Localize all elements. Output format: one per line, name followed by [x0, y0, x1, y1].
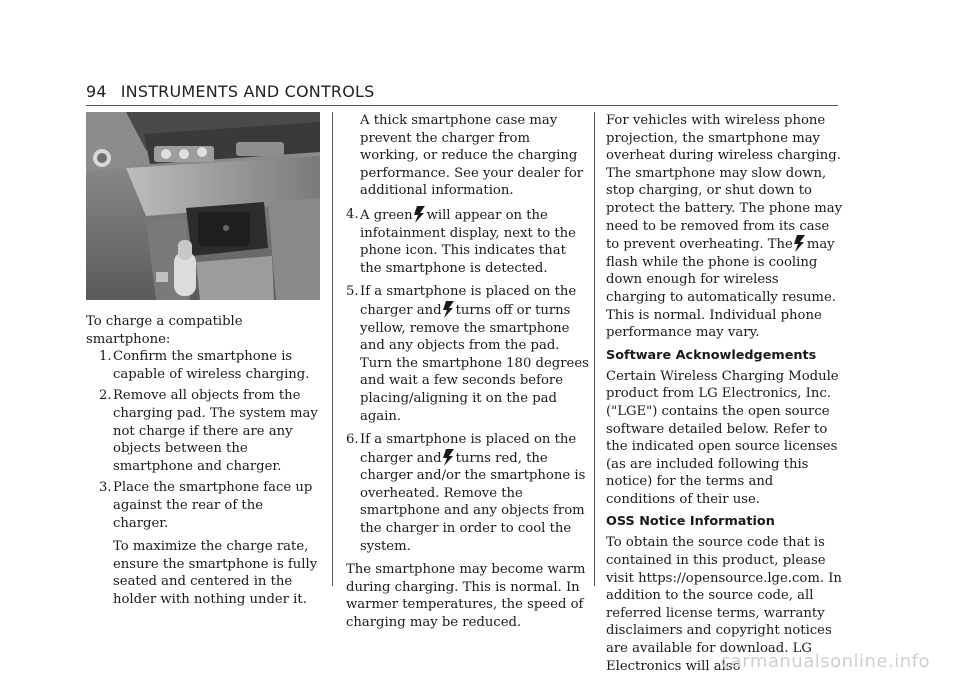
step-text: Confirm the smartphone is capable of wireless charging.	[113, 349, 310, 382]
step-text-pre: If a smartphone is placed on the charger and	[360, 284, 577, 318]
page-number: 94	[86, 82, 107, 101]
step-text-pre: If a smartphone is placed on the charger and	[360, 432, 577, 466]
watermark: carmanualsonline.info	[720, 651, 930, 672]
overheat-text-post: may flash while the phone is cooling down enough for wireless charging to automatically resume. This is normal. Individual phone performance may vary.	[606, 237, 836, 341]
list-item	[346, 206, 590, 277]
header-rule	[86, 105, 838, 106]
section-heading: Software Acknowledgements	[606, 347, 817, 363]
section-heading: OSS Notice Information	[606, 514, 775, 530]
step-text-post: turns red, the charger and/or the smartphone is overheated. Remove the smartphone and any objects from the charger in order to cool the system.	[360, 450, 586, 554]
console-charging-pad-photo	[86, 112, 320, 300]
column-2	[346, 112, 590, 632]
lightning-bolt-icon	[794, 235, 806, 252]
step-number: 4.	[346, 206, 359, 222]
steps-list-2	[346, 206, 590, 555]
step-text-pre: A green	[360, 207, 413, 223]
column-1	[86, 313, 322, 609]
step-number: 1.	[99, 349, 112, 365]
oss-paragraph: To obtain the source code that is contained in this product, please visit https://opensource.lge.com. In addition to the source code, all referred license terms, warranty disclaimers and copyright notices are available for download. LG Electronics will also	[606, 535, 842, 674]
step-number: 6.	[346, 432, 359, 448]
column-divider-2	[594, 112, 595, 586]
overheat-text-pre: For vehicles with wireless phone projection, the smartphone may overheat during wireless charging. The smartphone may slow down, stop charging, or shut down to protect the battery. The phone may need to be removed from its case to prevent overheating. The	[606, 113, 843, 253]
intro-text: To charge a compatible smartphone:	[86, 314, 243, 347]
lightning-bolt-icon	[443, 301, 455, 318]
list-item	[99, 387, 322, 475]
step-note: To maximize the charge rate, ensure the smartphone is fully seated and centered in the holder with nothing under it.	[113, 539, 318, 607]
lightning-bolt-icon	[414, 206, 426, 223]
lightning-bolt-icon	[443, 449, 455, 466]
column-divider-1	[332, 112, 333, 586]
step-text-post: turns off or turns yellow, remove the smartphone and any objects from the pad. Turn the smartphone 180 degrees and wait a few seconds before placing/aligning it on the pad again.	[360, 302, 589, 424]
list-item	[99, 479, 322, 608]
list-item	[346, 283, 590, 425]
list-item	[99, 348, 322, 383]
continued-text: A thick smartphone case may prevent the charger from working, or reduce the charging performance. See your dealer for additional information.	[360, 113, 584, 199]
software-paragraph: Certain Wireless Charging Module product from LG Electronics, Inc. ("LGE") contains the open source software detailed below. Refer to the indicated open source licenses (as are included following this notice) for the terms and conditions of their use.	[606, 368, 839, 507]
step-text-post: will appear on the infotainment display, next to the phone icon. This indicates that the smartphone is detected.	[360, 207, 576, 276]
step-number: 5.	[346, 284, 359, 300]
step-text: Place the smartphone face up against the rear of the charger.	[113, 480, 313, 531]
step-number: 2.	[99, 388, 112, 404]
step-text: Remove all objects from the charging pad. The system may not charge if there are any objects between the smartphone and charger.	[113, 388, 318, 474]
page-header	[86, 82, 375, 101]
section-title: INSTRUMENTS AND CONTROLS	[120, 82, 375, 101]
step-number: 3.	[99, 480, 112, 496]
overheat-paragraph	[606, 112, 842, 342]
closing-paragraph: The smartphone may become warm during charging. This is normal. In warmer temperatures, the speed of charging may be reduced.	[346, 562, 586, 631]
steps-list-1	[99, 348, 322, 608]
column-3	[606, 112, 842, 675]
list-item	[346, 431, 590, 555]
